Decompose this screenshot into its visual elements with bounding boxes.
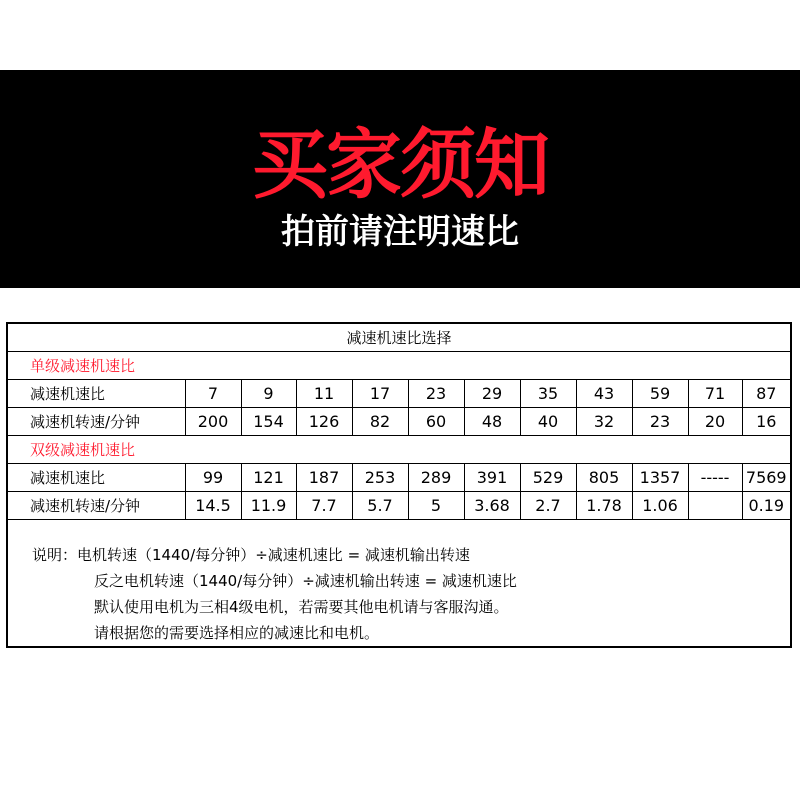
table-cell: 43 [576, 380, 632, 408]
row-label: 减速机速比 [8, 380, 185, 408]
row-label: 减速机转速/分钟 [8, 492, 185, 520]
table-cell: 48 [464, 408, 520, 436]
table-cell: 1357 [632, 464, 688, 492]
table-cell: 11.9 [241, 492, 296, 520]
table-cell: 0.19 [742, 492, 790, 520]
table-cell: 35 [520, 380, 576, 408]
table-cell: 121 [241, 464, 296, 492]
table-cell: 154 [241, 408, 296, 436]
table-cell: 391 [464, 464, 520, 492]
banner-subtitle: 拍前请注明速比 [281, 212, 519, 252]
table-cell: 40 [520, 408, 576, 436]
table-cell: 7569 [742, 464, 790, 492]
note-line: 反之电机转速（1440/每分钟）÷减速机输出转速 = 减速机速比 [94, 572, 517, 590]
table-row [8, 492, 790, 520]
table-cell: 20 [688, 408, 742, 436]
table-cell: 5 [408, 492, 464, 520]
table-row [8, 408, 790, 436]
table-cell: 200 [185, 408, 241, 436]
table-cell: 2.7 [520, 492, 576, 520]
table-cell: 14.5 [185, 492, 241, 520]
row-label: 减速机速比 [8, 464, 185, 492]
table-cell [688, 492, 742, 520]
banner-title: 买家须知 [252, 120, 548, 209]
table-cell: 32 [576, 408, 632, 436]
table-cell: 59 [632, 380, 688, 408]
table-caption: 减速机速比选择 [8, 324, 790, 352]
table-cell: 5.7 [352, 492, 408, 520]
note-line: 请根据您的需要选择相应的减速比和电机。 [94, 624, 380, 642]
table-cell: 805 [576, 464, 632, 492]
table-cell: 60 [408, 408, 464, 436]
table-cell: 1.78 [576, 492, 632, 520]
table-cell: 82 [352, 408, 408, 436]
table-cell: 23 [632, 408, 688, 436]
table-cell: ----- [688, 464, 742, 492]
single-stage-heading: 单级减速机速比 [8, 352, 790, 380]
table-cell: 29 [464, 380, 520, 408]
table-cell: 3.68 [464, 492, 520, 520]
table-cell: 126 [296, 408, 352, 436]
table-cell: 253 [352, 464, 408, 492]
double-stage-heading: 双级减速机速比 [8, 436, 790, 464]
ratio-table [8, 324, 790, 520]
table-cell: 7.7 [296, 492, 352, 520]
table-cell: 87 [742, 380, 790, 408]
table-cell: 9 [241, 380, 296, 408]
table-cell: 17 [352, 380, 408, 408]
table-cell: 23 [408, 380, 464, 408]
row-label: 减速机转速/分钟 [8, 408, 185, 436]
notes-block [32, 542, 772, 646]
note-line: 说明：电机转速（1440/每分钟）÷减速机速比 = 减速机输出转速 [32, 546, 470, 564]
note-line: 默认使用电机为三相4级电机，若需要其他电机请与客服沟通。 [94, 598, 509, 616]
table-cell: 99 [185, 464, 241, 492]
header-banner [0, 70, 800, 288]
table-cell: 7 [185, 380, 241, 408]
table-cell: 187 [296, 464, 352, 492]
table-cell: 16 [742, 408, 790, 436]
table-row [8, 464, 790, 492]
table-cell: 11 [296, 380, 352, 408]
table-cell: 289 [408, 464, 464, 492]
table-cell: 71 [688, 380, 742, 408]
table-cell: 1.06 [632, 492, 688, 520]
ratio-selection-sheet [6, 322, 792, 648]
table-row [8, 380, 790, 408]
table-cell: 529 [520, 464, 576, 492]
